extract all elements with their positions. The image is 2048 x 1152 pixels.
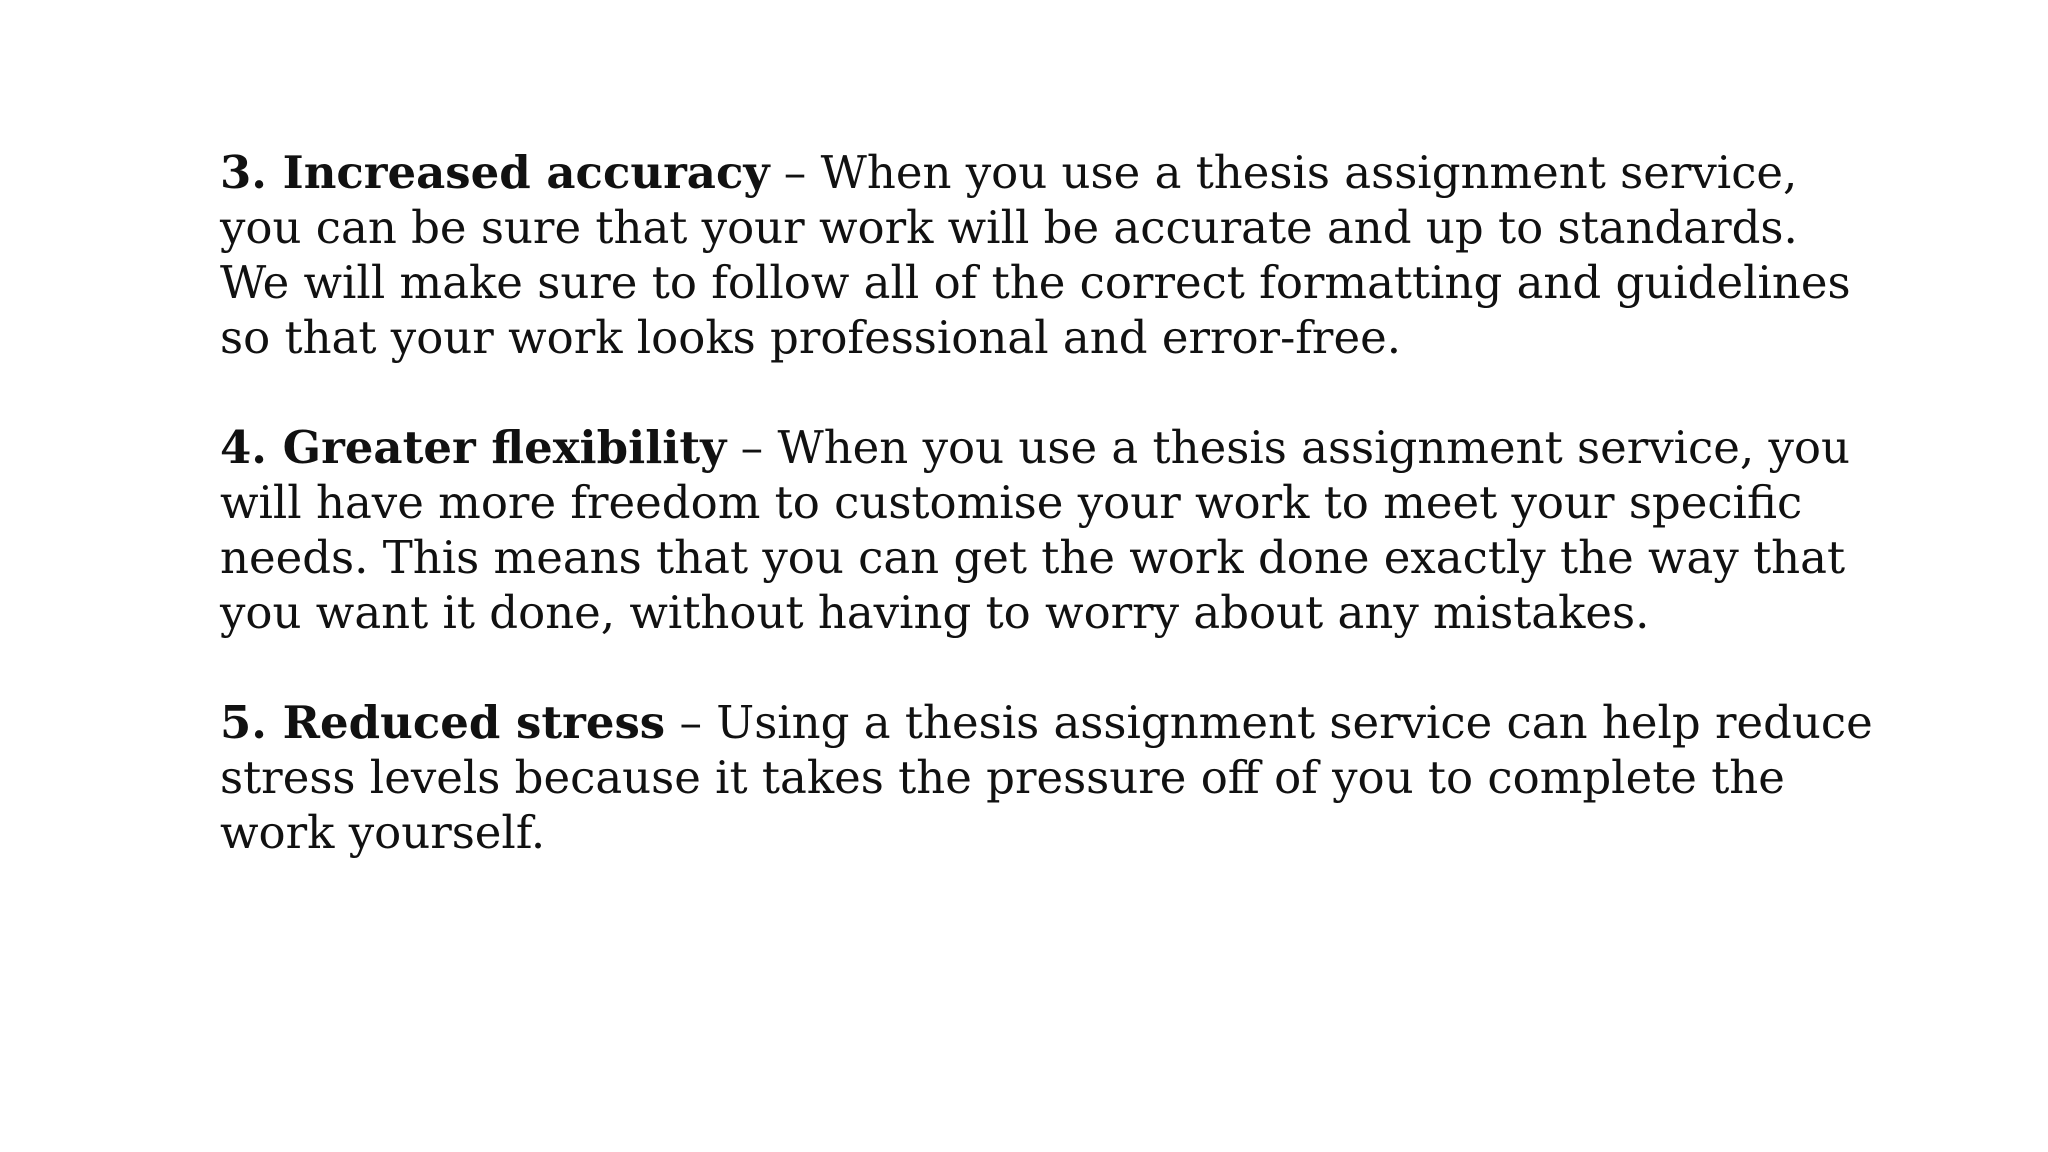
benefit-separator: – [769,146,821,199]
benefit-body: Using a thesis assignment service can help reduce stress levels because it takes the pressure off of you to complete the work yourself. [220,696,1873,859]
benefit-heading: 3. Increased accuracy [220,146,770,199]
benefit-heading: 4. Greater flexibility [220,421,727,474]
benefits-list [220,145,1880,860]
benefit-body: When you use a thesis assignment service, you can be sure that your work will be accurate and up to standards. We will make sure to follow all of the correct formatting and guidelines so that your work looks professional and error-free. [220,146,1851,364]
benefit-item-greater-flexibility [220,420,1880,640]
benefit-separator: – [726,421,778,474]
benefit-item-increased-accuracy [220,145,1880,365]
benefit-item-reduced-stress [220,695,1880,860]
benefit-separator: – [665,696,717,749]
benefit-body: When you use a thesis assignment service, you will have more freedom to customise your work to meet your specific needs. This means that you can get the work done exactly the way that you want it done, without having to worry about any mistakes. [220,421,1850,639]
benefit-heading: 5. Reduced stress [220,696,666,749]
